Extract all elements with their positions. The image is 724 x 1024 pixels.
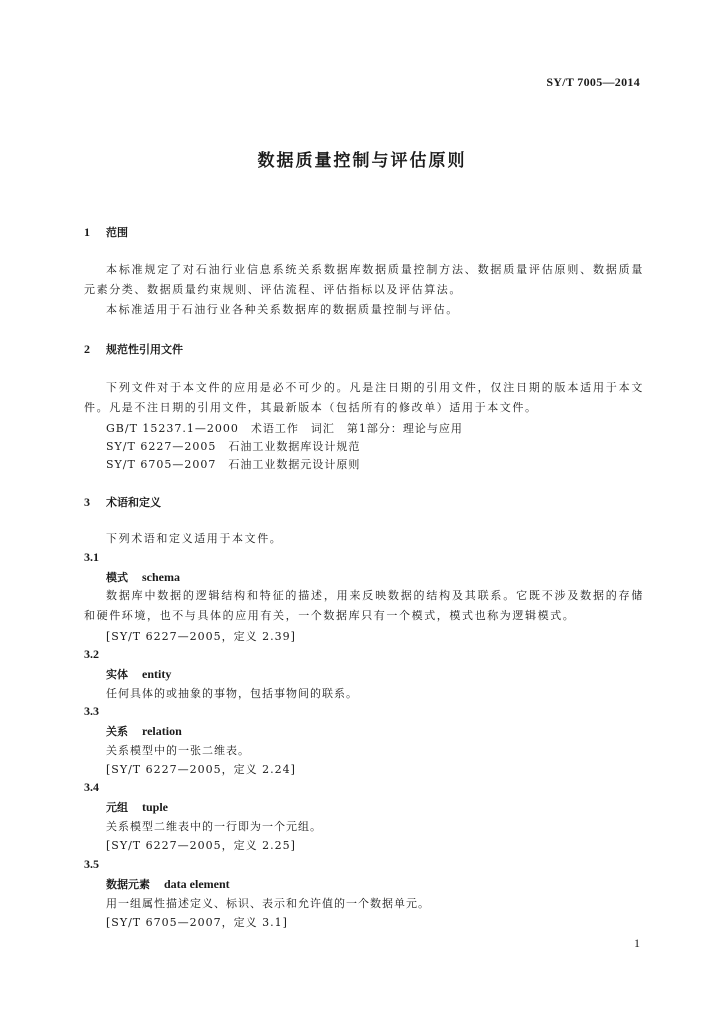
term-cn: 关系 xyxy=(106,725,128,738)
term-en: entity xyxy=(142,667,172,681)
term-definition: 任何具体的或抽象的事物，包括事物间的联系。 xyxy=(106,687,358,700)
document-title: 数据质量控制与评估原则 xyxy=(257,151,467,171)
section-title: 范围 xyxy=(106,226,128,239)
section-title: 术语和定义 xyxy=(106,496,161,509)
term-definition: 关系模型中的一张二维表。 xyxy=(106,744,250,757)
term-name xyxy=(106,569,180,585)
term-cn: 模式 xyxy=(106,571,128,584)
section-1-heading xyxy=(84,224,128,240)
scope-paragraph-1: 本标准规定了对石油行业信息系统关系数据库数据质量控制方法、数据质量评估原则、数据质量元素分类、数据质量约束规则、评估流程、评估指标以及评估算法。 xyxy=(84,263,644,296)
term-name xyxy=(106,799,168,815)
term-cn: 实体 xyxy=(106,668,128,681)
reference-item: SY/T 6705—2007 石油工业数据元设计原则 xyxy=(106,458,361,471)
scope-paragraph-2: 本标准适用于石油行业各种关系数据库的数据质量控制与评估。 xyxy=(106,303,459,316)
section-3-heading xyxy=(84,494,161,510)
term-number: 3.1 xyxy=(84,550,99,564)
term-source: [SY/T 6705—2007，定义 3.1] xyxy=(106,916,288,929)
page-number: 1 xyxy=(634,936,640,950)
reference-item: SY/T 6227—2005 石油工业数据库设计规范 xyxy=(106,440,361,453)
section-number: 1 xyxy=(84,225,90,239)
reference-item: GB/T 15237.1—2000 术语工作 词汇 第1部分：理论与应用 xyxy=(106,422,463,435)
section-number: 3 xyxy=(84,495,90,509)
section-number: 2 xyxy=(84,342,90,356)
term-source: [SY/T 6227—2005，定义 2.24] xyxy=(106,763,296,776)
term-definition: 用一组属性描述定义、标识、表示和允许值的一个数据单元。 xyxy=(106,897,430,910)
standard-number: SY/T 7005—2014 xyxy=(546,75,640,89)
term-number: 3.3 xyxy=(84,704,99,718)
normative-references-intro: 下列文件对于本文件的应用是必不可少的。凡是注日期的引用文件，仅注日期的版本适用于本文件。凡是不注日期的引用文件，其最新版本（包括所有的修改单）适用于本文件。 xyxy=(84,381,644,414)
term-name xyxy=(106,666,171,682)
term-definition: 关系模型二维表中的一行即为一个元组。 xyxy=(106,820,322,833)
term-en: schema xyxy=(142,570,180,584)
term-en: relation xyxy=(142,724,182,738)
term-cn: 数据元素 xyxy=(106,878,150,891)
terms-intro: 下列术语和定义适用于本文件。 xyxy=(106,532,283,545)
term-number: 3.5 xyxy=(84,857,99,871)
section-title: 规范性引用文件 xyxy=(106,343,183,356)
section-2-heading xyxy=(84,341,183,357)
term-number: 3.2 xyxy=(84,647,99,661)
term-name xyxy=(106,876,230,892)
term-source: [SY/T 6227—2005，定义 2.39] xyxy=(106,630,296,643)
term-name xyxy=(106,723,182,739)
term-source: [SY/T 6227—2005，定义 2.25] xyxy=(106,839,296,852)
term-en: tuple xyxy=(142,800,169,814)
term-cn: 元组 xyxy=(106,801,128,814)
term-en: data element xyxy=(164,877,230,891)
term-number: 3.4 xyxy=(84,780,99,794)
term-definition: 数据库中数据的逻辑结构和特征的描述，用来反映数据的结构及其联系。它既不涉及数据的存储和硬件环境，也不与具体的应用有关，一个数据库只有一个模式，模式也称为逻辑模式。 xyxy=(84,589,644,622)
